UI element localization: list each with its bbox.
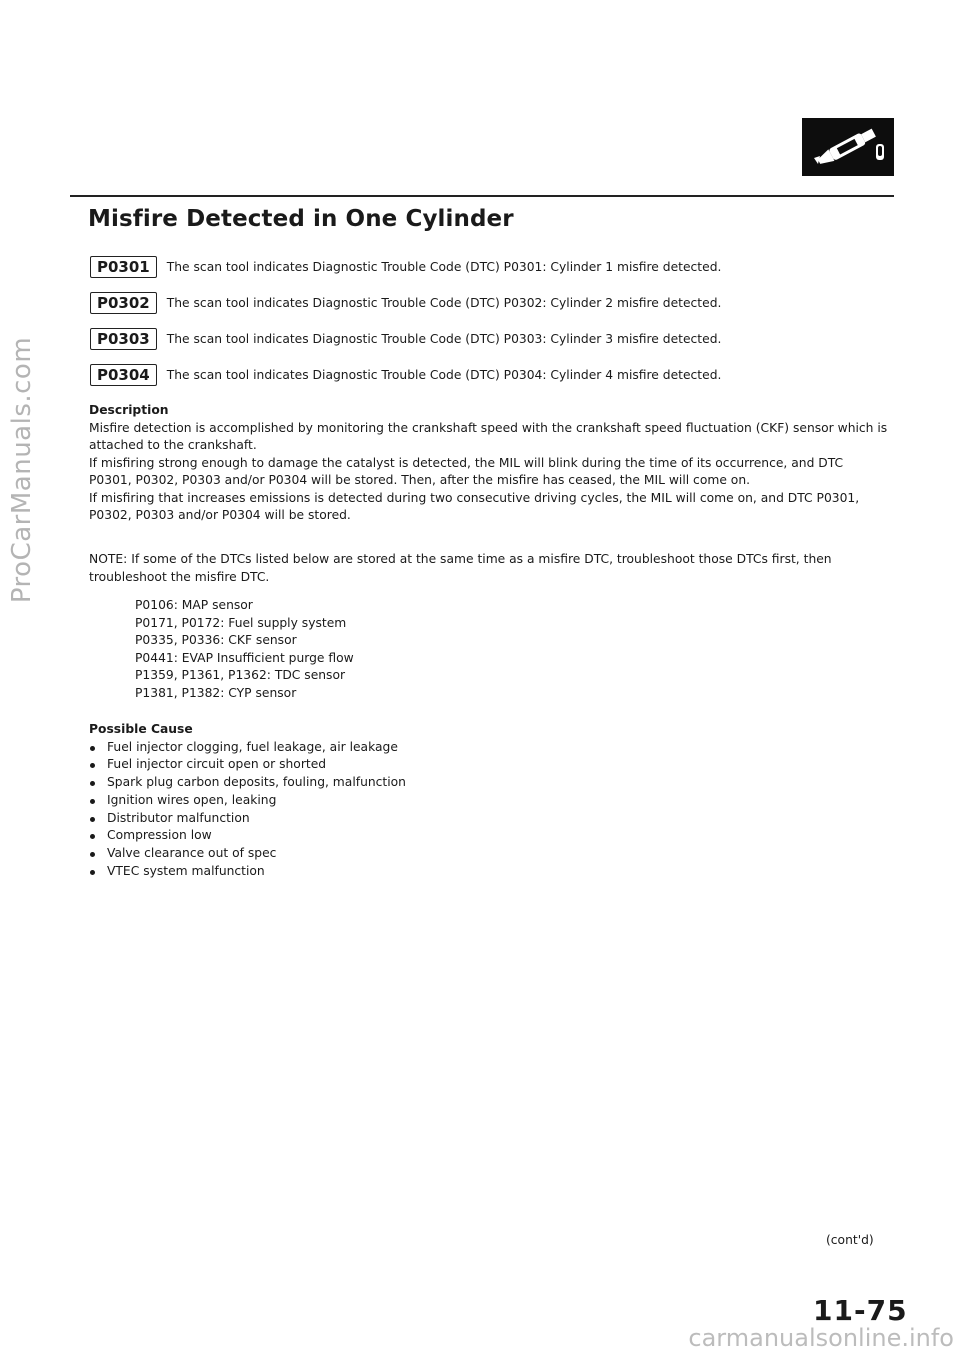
list-item: Compression low <box>89 827 406 845</box>
dtc-description: The scan tool indicates Diagnostic Trouble Code (DTC) P0304: Cylinder 4 misfire detected. <box>166 368 722 382</box>
description-paragraph: If misfiring strong enough to damage the catalyst is detected, the MIL will blink during the time of its occurrence, and DTC P0301, P0302, P0303 and/or P0304 will be stored. Then, after the misfire has ceased, the MIL will come on. <box>89 455 844 487</box>
emblem-graphic <box>802 118 894 176</box>
dtc-row <box>90 363 721 387</box>
page-number: 11-75 <box>813 1294 908 1327</box>
description-paragraph: If misfiring that increases emissions is detected during two consecutive driving cycles, the MIL will come on, and DTC P0301, P0302, P0303 and/or P0304 will be stored. <box>89 490 860 522</box>
dtc-code-badge: P0303 <box>90 328 157 350</box>
possible-cause-list <box>89 739 406 881</box>
description-section <box>89 402 889 525</box>
page-title: Misfire Detected in One Cylinder <box>88 206 514 232</box>
list-item: P0106: MAP sensor <box>135 598 253 612</box>
list-item: Fuel injector clogging, fuel leakage, air leakage <box>89 739 406 757</box>
dtc-description: The scan tool indicates Diagnostic Trouble Code (DTC) P0303: Cylinder 3 misfire detected. <box>166 332 722 346</box>
description-paragraph: Misfire detection is accomplished by monitoring the crankshaft speed with the crankshaft speed fluctuation (CKF) sensor which is attached to the crankshaft. <box>89 420 888 452</box>
dtc-row <box>90 291 721 315</box>
list-item: Fuel injector circuit open or shorted <box>89 756 406 774</box>
side-watermark: ProCarManuals.com <box>7 336 37 604</box>
list-item: P1381, P1382: CYP sensor <box>135 685 297 700</box>
header-rule <box>70 195 894 197</box>
dtc-row <box>90 327 721 351</box>
dtc-code-badge: P0302 <box>90 292 157 314</box>
list-item: Spark plug carbon deposits, fouling, malfunction <box>89 774 406 792</box>
dtc-description: The scan tool indicates Diagnostic Trouble Code (DTC) P0302: Cylinder 2 misfire detected. <box>166 296 722 310</box>
dtc-row <box>90 255 721 279</box>
description-heading: Description <box>89 403 169 417</box>
possible-cause-heading: Possible Cause <box>89 722 193 736</box>
fuel-injector-emblem-icon <box>802 118 894 176</box>
note-section <box>89 551 889 586</box>
list-item: Valve clearance out of spec <box>89 845 406 863</box>
related-dtc-list <box>135 597 354 702</box>
dtc-code-badge: P0304 <box>90 364 157 386</box>
list-item: P0335, P0336: CKF sensor <box>135 633 297 647</box>
dtc-description: The scan tool indicates Diagnostic Trouble Code (DTC) P0301: Cylinder 1 misfire detected. <box>166 260 722 274</box>
list-item: P1359, P1361, P1362: TDC sensor <box>135 668 346 682</box>
list-item: P0171, P0172: Fuel supply system <box>135 615 347 630</box>
possible-cause-section <box>89 721 406 880</box>
dtc-code-badge: P0301 <box>90 256 157 278</box>
continued-label: (cont'd) <box>826 1233 874 1247</box>
list-item: Distributor malfunction <box>89 810 406 828</box>
note-text: NOTE: If some of the DTCs listed below are stored at the same time as a misfire DTC, troubleshoot those DTCs first, then troubleshoot the misfire DTC. <box>89 552 832 584</box>
list-item: P0441: EVAP Insufficient purge flow <box>135 650 354 665</box>
list-item: Ignition wires open, leaking <box>89 792 406 810</box>
bottom-watermark: carmanualsonline.info <box>688 1324 954 1352</box>
list-item: VTEC system malfunction <box>89 863 406 881</box>
